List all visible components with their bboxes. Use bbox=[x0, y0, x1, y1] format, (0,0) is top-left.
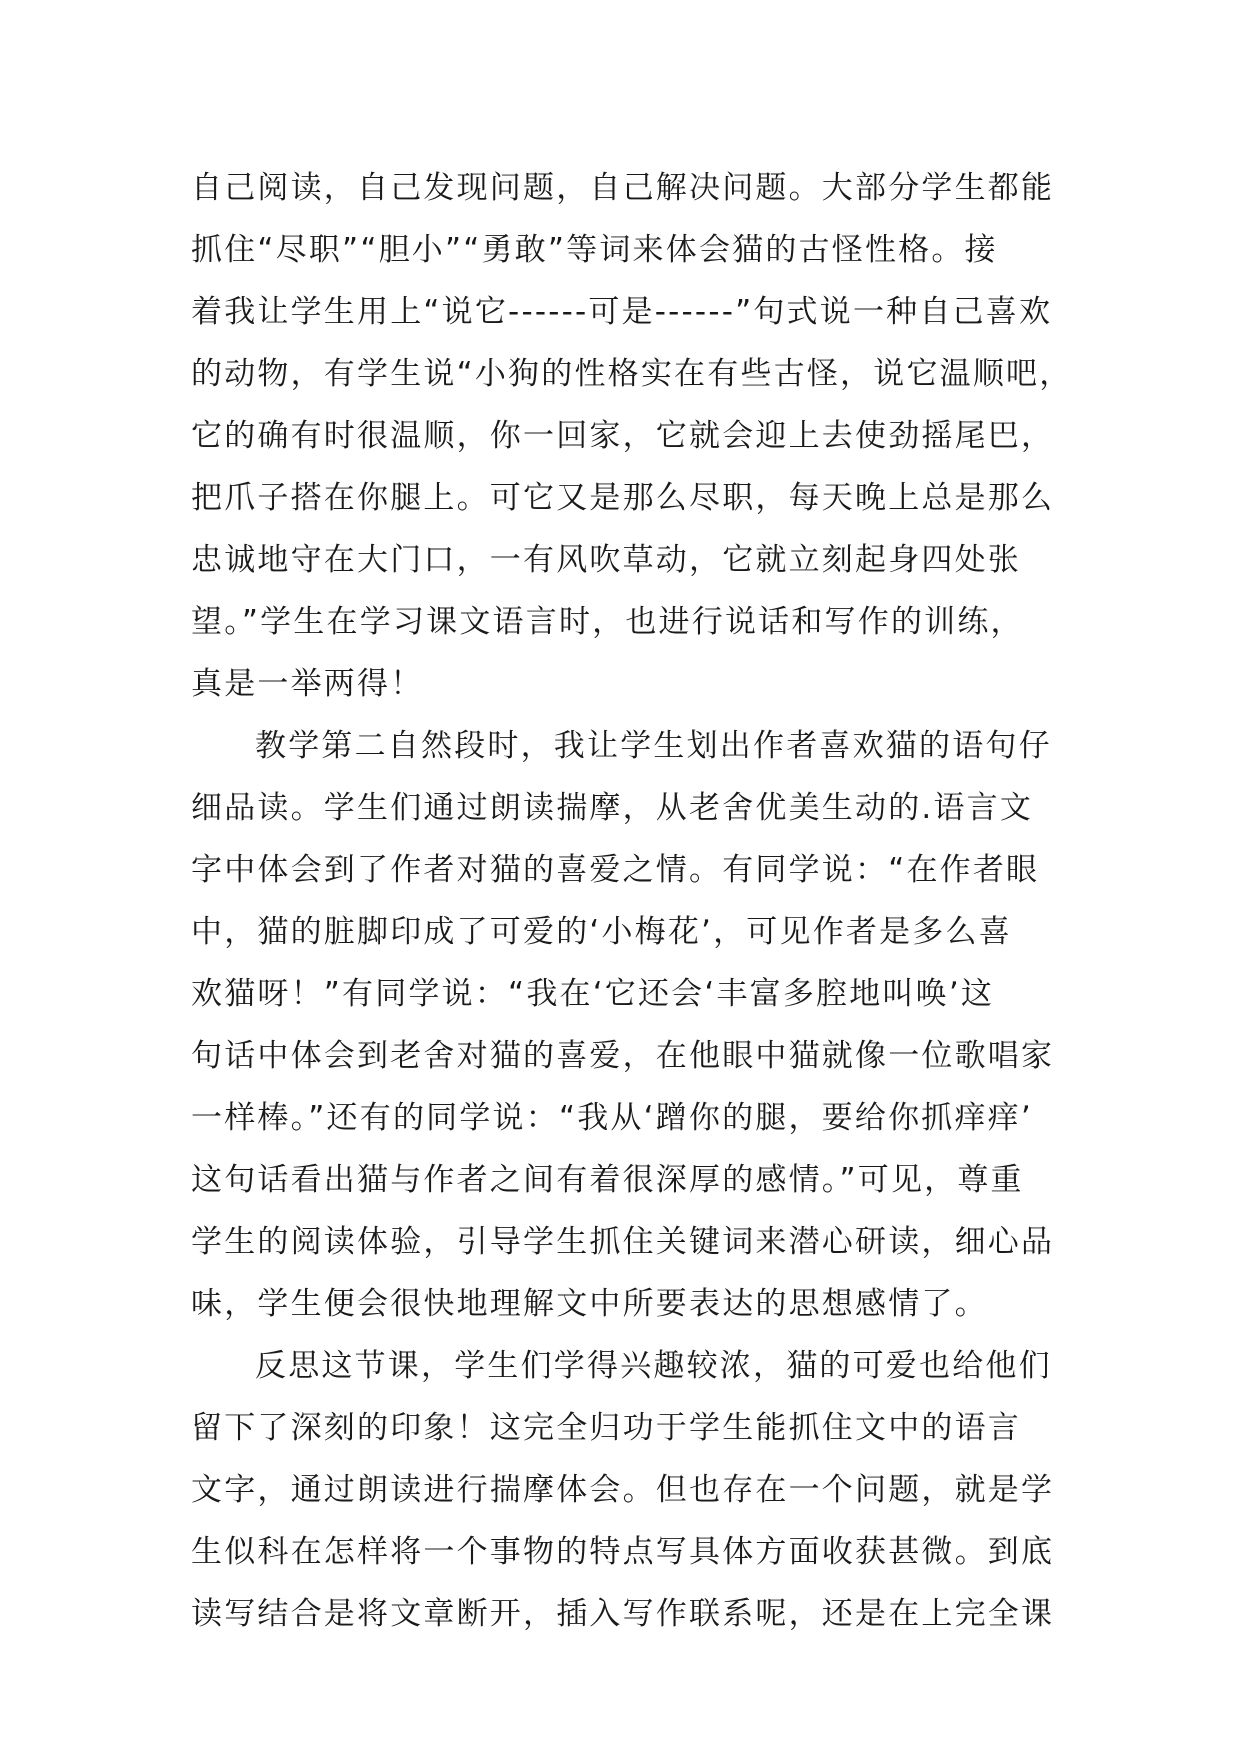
text-line: 自己阅读，自己发现问题，自己解决问题。大部分学生都能 bbox=[191, 170, 1055, 206]
text-line: 生似科在怎样将一个事物的特点写具体方面收获甚微。到底 bbox=[191, 1534, 1055, 1570]
text-line: 抓住“尽职”“胆小”“勇敢”等词来体会猫的古怪性格。接 bbox=[191, 232, 998, 268]
text-line: 读写结合是将文章断开，插入写作联系呢，还是在上完全课 bbox=[191, 1596, 1055, 1632]
paragraph-2 bbox=[191, 715, 1055, 1335]
paragraph-1 bbox=[191, 157, 1073, 715]
paragraph-3 bbox=[191, 1335, 1055, 1645]
text-line: 教学第二自然段时，我让学生划出作者喜欢猫的语句仔 bbox=[255, 728, 1052, 764]
text-line: 把爪子搭在你腿上。可它又是那么尽职，每天晚上总是那么 bbox=[191, 480, 1055, 516]
text-line: 这句话看出猫与作者之间有着很深厚的感情。”可见，尊重 bbox=[191, 1162, 1024, 1198]
text-line: 味，学生便会很快地理解文中所要表达的思想感情了。 bbox=[191, 1286, 988, 1322]
text-line: 中，猫的脏脚印成了可爱的‘小梅花’，可见作者是多么喜 bbox=[191, 914, 1012, 950]
text-line: 留下了深刻的印象！这完全归功于学生能抓住文中的语言 bbox=[191, 1410, 1021, 1446]
text-line: 望。”学生在学习课文语言时，也进行说话和写作的训练， bbox=[191, 604, 1024, 640]
text-line: 字中体会到了作者对猫的喜爱之情。有同学说：“在作者眼 bbox=[191, 852, 1040, 888]
text-line: 句话中体会到老舍对猫的喜爱，在他眼中猫就像一位歌唱家 bbox=[191, 1038, 1055, 1074]
text-line: 真是一举两得！ bbox=[191, 666, 424, 702]
text-line: 的动物，有学生说“小狗的性格实在有些古怪，说它温顺吧， bbox=[191, 356, 1073, 392]
text-line: 忠诚地守在大门口，一有风吹草动，它就立刻起身四处张 bbox=[191, 542, 1021, 578]
text-line: 它的确有时很温顺，你一回家，它就会迎上去使劲摇尾巴， bbox=[191, 418, 1055, 454]
text-line: 反思这节课，学生们学得兴趣较浓，猫的可爱也给他们 bbox=[255, 1348, 1052, 1384]
text-line: 着我让学生用上“说它------可是------”句式说一种自己喜欢 bbox=[191, 294, 1053, 330]
text-line: 文字，通过朗读进行揣摩体会。但也存在一个问题，就是学 bbox=[191, 1472, 1055, 1508]
body-text bbox=[191, 157, 1073, 1645]
text-line: 细品读。学生们通过朗读揣摩，从老舍优美生动的.语言文 bbox=[191, 790, 1034, 826]
text-line: 欢猫呀！”有同学说：“我在‘它还会‘丰富多腔地叫唤’这 bbox=[191, 976, 995, 1012]
text-line: 学生的阅读体验，引导学生抓住关键词来潜心研读，细心品 bbox=[191, 1224, 1055, 1260]
text-line: 一样棒。”还有的同学说：“我从‘蹭你的腿，要给你抓痒痒’ bbox=[191, 1100, 1033, 1136]
